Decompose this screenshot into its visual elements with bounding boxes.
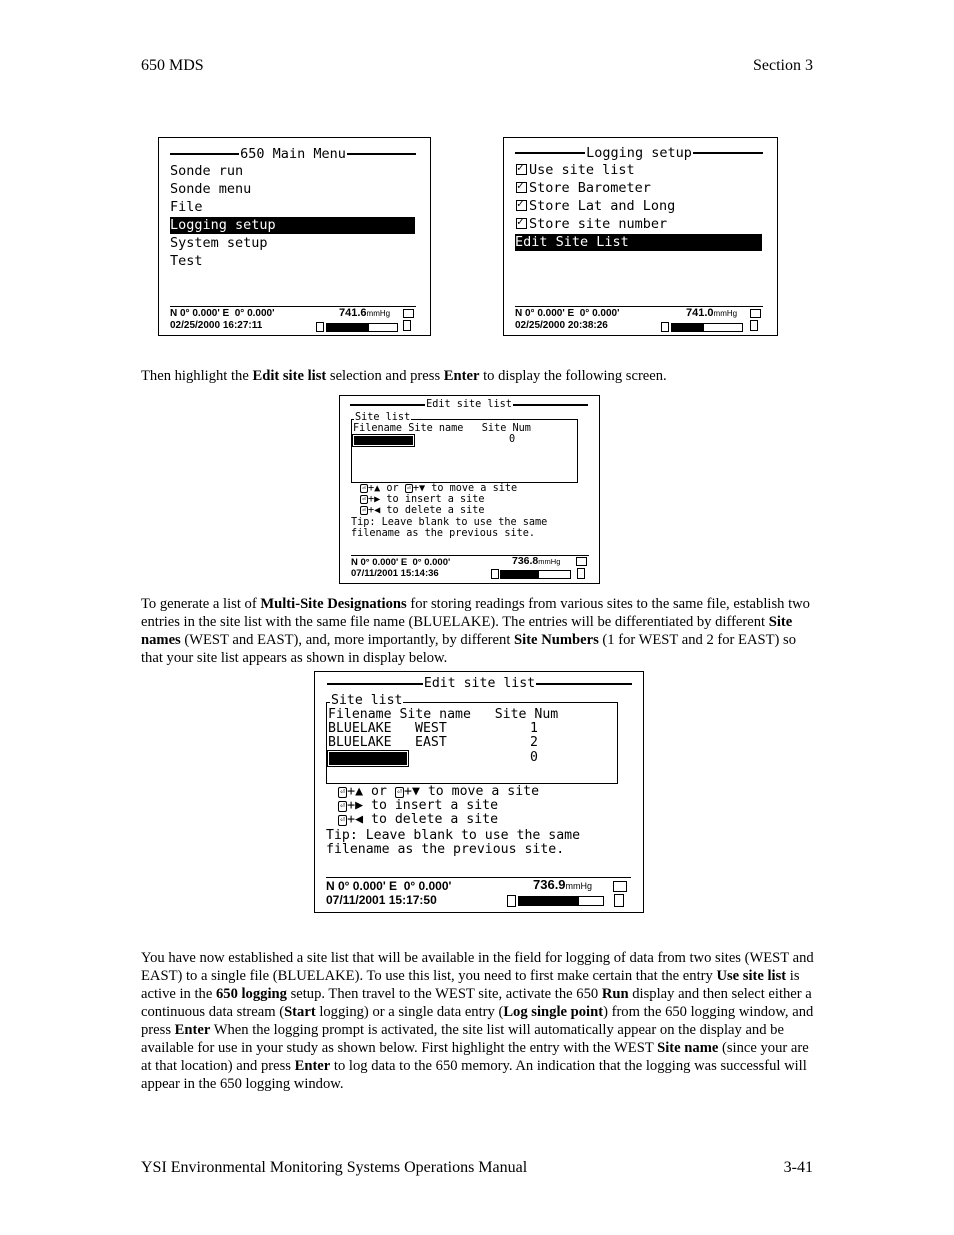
screen-title-row [350,399,588,410]
checkbox-checked-icon[interactable] [516,218,527,229]
site-row-site-num[interactable]: 1 [530,721,538,736]
main-menu-screen [158,137,431,336]
pressure-readout [686,307,737,319]
enter-key-icon: ⏎ [362,495,366,503]
edit-site-list-screen-populated [314,671,644,913]
pressure-value: 736.9 [533,877,566,892]
tip-line-2: filename as the previous site. [326,842,565,857]
site-row-filename[interactable]: BLUELAKE [328,721,392,736]
site-num-value: 0 [530,750,538,765]
tip-line-2: filename as the previous site. [351,528,536,539]
left-arrow-icon: ◀ [355,812,364,827]
left-arrow-icon: ◀ [374,505,381,516]
site-row-site-name[interactable]: WEST [415,721,447,736]
up-arrow-icon: ▲ [374,483,381,494]
sonde-icon [750,309,761,318]
store-lat-long-option[interactable]: ✓Store Lat and Long [516,198,675,214]
screen-title-row [170,146,416,162]
page-number: 3-41 [783,1159,813,1176]
datetime-readout: 02/25/2000 20:38:26 [515,320,608,331]
store-barometer-option[interactable]: ✓Store Barometer [516,180,651,196]
site-row-site-num[interactable]: 2 [530,735,538,750]
right-arrow-icon: ▶ [355,798,364,813]
down-arrow-icon: ▼ [418,483,426,494]
paragraph-3: You have now established a site list that will be available in the field for logging of data from two sites (WEST and EAST) to a single file (BLUELAKE). To use this list, you need to first make certain that the entry Use site list is active in the 650 logging setup. Then travel to the WEST site, activate the 650 Run display and then select either a continuous data stream (Start logging) or a single data entry (Log single point) from the 650 logging window, and press Enter When the logging prompt is activated, the site list will automatically appear on the display and be available for use in your study as shown below. First highlight the entry with the WEST Site name (since your are at that location) and press Enter to log data to the 650 memory. An indication that the logging was successful will appear in the 650 logging window. [141,950,814,1092]
screen-title: Edit site list [423,676,536,691]
pressure-readout [339,307,390,319]
battery-level-bar [518,896,604,906]
store-site-number-option[interactable]: ✓Store site number [516,216,667,232]
datetime-readout: 02/25/2000 16:27:11 [170,320,263,331]
memory-icon [614,894,624,907]
enter-key-icon: ⏎ [406,484,411,492]
help-delete-site: ⏎ +◀ to delete a site [340,812,499,827]
battery-level-bar [500,570,571,579]
menu-item-logging-setup[interactable]: Logging setup [170,217,415,234]
down-arrow-icon: ▼ [411,784,420,799]
datetime-readout: 07/11/2001 15:17:50 [326,893,437,907]
filename-entry-field[interactable] [352,434,415,447]
page-header-left: 650 MDS [141,57,204,74]
sonde-icon [576,557,587,566]
menu-item-sonde-menu[interactable]: Sonde menu [170,181,252,197]
memory-icon [577,568,585,579]
pressure-unit: mmHg [538,557,561,566]
filename-entry-field[interactable] [327,750,409,767]
help-move-site: ⏎ +▲ or ⏎ +▼ to move a site [340,784,540,799]
gps-readout: N 0° 0.000' E 0° 0.000' [515,308,620,319]
site-row-filename[interactable]: BLUELAKE [328,735,392,750]
screen-title: 650 Main Menu [240,146,346,162]
site-list-headers: Filename Site name Site Num [353,423,531,434]
screen-title: Edit site list [426,399,512,410]
help-insert-site: ⏎ +▶ to insert a site [362,494,485,505]
paragraph-1: Then highlight the Edit site list selection and press Enter to display the following screen. [141,368,667,384]
help-insert-site: ⏎ +▶ to insert a site [340,798,499,813]
sonde-icon [403,309,414,318]
help-move-site: ⏎ +▲ or ⏎ +▼ to move a site [362,483,518,494]
edit-site-list-screen-empty [339,395,600,584]
memory-icon [750,320,758,331]
screen-title: Logging setup [586,145,692,161]
battery-level-bar [671,323,743,332]
enter-key-icon: ⏎ [396,787,403,797]
checkbox-checked-icon[interactable] [516,164,527,175]
pressure-readout [512,555,560,567]
right-arrow-icon: ▶ [374,494,381,505]
battery-icon [661,322,669,332]
logging-setup-screen [503,137,778,336]
gps-readout: N 0° 0.000' E 0° 0.000' [351,557,451,568]
site-list-headers: Filename Site name Site Num [328,707,559,722]
menu-item-file[interactable]: File [170,199,203,215]
paragraph-2: To generate a list of Multi-Site Designations for storing readings from various sites to the same file, establish two entries in the site list with the same file name (BLUELAKE). The entries will be differentiated by different Site names (WEST and EAST), and, more importantly, by different Site Numbers (1 for WEST and 2 for EAST) so that your site list appears as shown in display below. [141,596,810,666]
pressure-readout [533,877,592,892]
screen-title-row [515,145,763,161]
battery-icon [491,569,499,579]
site-num-value: 0 [509,434,516,445]
checkbox-checked-icon[interactable] [516,200,527,211]
help-delete-site: ⏎ +◀ to delete a site [362,505,485,516]
checkbox-checked-icon[interactable] [516,182,527,193]
enter-key-icon: ⏎ [362,506,366,514]
gps-readout: N 0° 0.000' E 0° 0.000' [326,879,452,893]
menu-item-test[interactable]: Test [170,253,203,269]
pressure-value: 736.8 [512,555,539,567]
pressure-unit: mmHg [366,309,391,318]
enter-key-icon: ⏎ [340,801,346,811]
edit-site-list-option[interactable]: Edit Site List [515,234,762,251]
sonde-icon [613,881,627,892]
use-site-list-option[interactable]: ✓Use site list [516,162,635,178]
pressure-value: 741.6 [339,307,367,319]
page-header-right: Section 3 [753,57,813,74]
datetime-readout: 07/11/2001 15:14:36 [351,568,439,579]
site-list-label: Site list [331,693,403,708]
site-row-site-name[interactable]: EAST [415,735,447,750]
menu-item-system-setup[interactable]: System setup [170,235,268,251]
battery-level-bar [326,323,398,332]
pressure-value: 741.0 [686,307,714,319]
tip-line-1: Tip: Leave blank to use the same [326,828,581,843]
pressure-unit: mmHg [713,309,738,318]
up-arrow-icon: ▲ [355,784,364,799]
menu-item-sonde-run[interactable]: Sonde run [170,163,244,179]
memory-icon [403,320,411,331]
gps-readout: N 0° 0.000' E 0° 0.000' [170,308,275,319]
enter-key-icon: ⏎ [340,815,346,825]
page-footer-left: YSI Environmental Monitoring Systems Operations Manual [141,1159,528,1176]
tip-line-1: Tip: Leave blank to use the same [351,517,548,528]
battery-icon [316,322,324,332]
site-list-label: Site list [355,412,411,423]
enter-key-icon: ⏎ [362,484,366,492]
battery-icon [507,895,516,907]
screen-title-row [327,676,632,691]
enter-key-icon: ⏎ [340,787,346,797]
pressure-unit: mmHg [565,881,593,891]
